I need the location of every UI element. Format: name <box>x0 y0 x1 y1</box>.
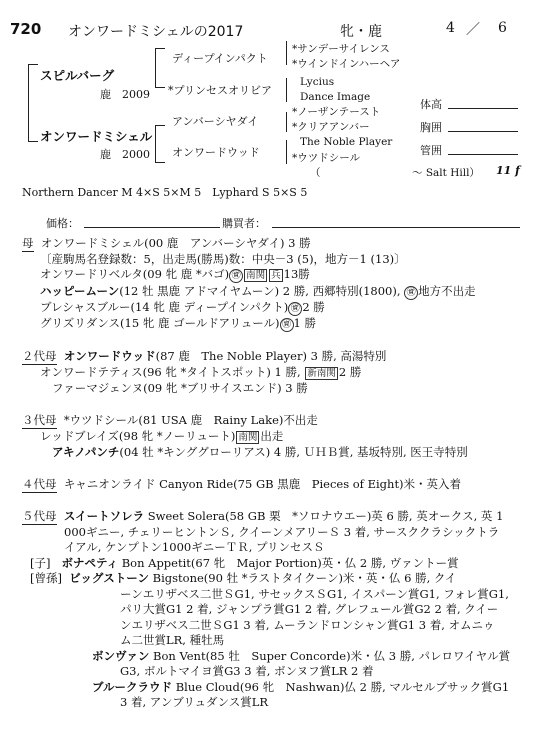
fifth-dam-section <box>22 509 510 711</box>
gg1-name: ビッグストーン <box>69 571 149 585</box>
third-dam-section <box>22 413 468 461</box>
sd2: Dance Image <box>300 91 371 103</box>
third-dam-label: ３代母 <box>22 413 57 427</box>
gg3-info: Blue Cloud(96 牝 Nashwan)仏 2 勝, マルセルブサック賞G1 <box>172 679 510 694</box>
dam-line6a: グリズリダンス(15 牝 鹿 ゴールドアリュール) <box>40 315 280 330</box>
dam-line4c: 地方不出走 <box>418 283 476 298</box>
fourth-dam-section <box>22 477 461 493</box>
family-number: 11 f <box>496 164 520 177</box>
fifth-dam-line2: 000ギニー, チェリーヒントンＳ, クイーンメアリーＳ 3 着, サースククラシックトラ <box>64 524 500 539</box>
pedigree-line <box>155 87 165 88</box>
pedigree-bracket-dam <box>155 125 156 163</box>
second-dam-label: ２代母 <box>22 349 57 363</box>
cannon-blank <box>448 154 518 155</box>
shin-nankan-badge: 新南関 <box>307 367 336 379</box>
dam-sire: アンバーシヤダイ <box>172 115 259 128</box>
fifth-dam-line1b: Sweet Solera(58 GB 栗 *ソロナウエー)英 6 勝, 英オークス, 英 1 <box>144 509 504 523</box>
ss2: *ウインドインハーヘア <box>292 58 401 70</box>
second-dam-name: オンワードウッド <box>63 349 156 363</box>
dam-label: 母 <box>22 236 34 250</box>
pedigree-line <box>28 141 38 142</box>
dd3-open: （ <box>310 167 321 179</box>
dd3: ～ Salt Hill） <box>412 167 480 179</box>
dam-line4b: (12 牡 黒鹿 アドマイヤムーン) 2 勝, 西郷特別(1800), <box>119 283 405 298</box>
third-dam-line1: *ウツドシール(81 USA 鹿 Rainy Lake)不出走 <box>63 413 318 427</box>
sire-name: スピルバーグ <box>40 68 115 83</box>
fifth-dam-label: ５代母 <box>22 509 57 523</box>
pedigree-bracket-g3 <box>286 140 287 164</box>
buyer-blank <box>272 227 520 228</box>
fifth-dam-line3: イアル, ケンプトン1000ギニーＴＲ, プリンセスＳ <box>64 540 325 554</box>
buyer-label: 購買者： <box>222 217 266 230</box>
dam-line4: ハッピームーン <box>40 283 120 298</box>
gg1-line4: ンエリザベス二世ＳG1 3 着, ムーランドロンシャン賞G1 3 着, オムニゥ <box>120 617 495 632</box>
jra-badge: ㊮ <box>288 302 302 316</box>
pedigree-bracket-g3 <box>286 78 287 102</box>
sd1: Lycius <box>300 76 335 88</box>
gg1-info: Bigstone(90 牡 *ラストタイクーン)米・英・仏 6 勝, クイ <box>149 571 457 585</box>
gg2-line2: G3, ボルトマイヨ賞G3 3 着, ボンヌフ賞LR 2 着 <box>120 664 374 678</box>
height-label: 体高 <box>420 98 442 111</box>
pedigree-line <box>155 125 165 126</box>
third-dam-line2c: 出走 <box>260 428 284 443</box>
gg1-line2: ーンエリザベス二世ＳG1, サセックスＳG1, イスパーン賞G1, フォレ賞G1, <box>120 586 509 601</box>
second-dam-line3: ファーマジェンヌ(09 牝 *ブリサイスエンド) 3 勝 <box>52 381 308 395</box>
second-dam-section <box>22 349 386 397</box>
pedigree-bracket-g3 <box>286 41 287 65</box>
fifth-dam-name: スイートソレラ <box>63 509 145 523</box>
dam-line5b: 2 勝 <box>302 299 325 314</box>
fourth-dam-label: ４代母 <box>22 477 57 491</box>
date-separator: ／ <box>466 22 480 38</box>
gg2-info: Bon Vent(85 牡 Super Concorde)米・仏 3 勝, パレロワイヤル賞 <box>149 648 511 663</box>
dam-line6b: 1 勝 <box>293 315 316 330</box>
third-dam-line3a: アキノパンチ <box>52 445 120 459</box>
sire-info: 鹿 2009 <box>100 88 150 101</box>
sire-dam: *プリンセスオリビア <box>168 84 273 97</box>
dd1: The Noble Player <box>300 136 393 148</box>
price-blank <box>84 227 220 228</box>
birth-day: 6 <box>498 20 507 36</box>
ds1: *ノーザンテースト <box>292 106 381 118</box>
dam-line3b: 13勝 <box>283 267 310 281</box>
pedigree-line <box>155 48 165 49</box>
ds2: *クリアアンバー <box>292 121 370 133</box>
fourth-dam-line1: キャニオンライド Canyon Ride(75 GB 黒鹿 Pieces of Eight)米・英入着 <box>63 477 462 491</box>
gg3-name: ブルークラウド <box>92 679 173 694</box>
dam-line2: 〔産駒馬名登録数：5，出走馬(勝馬)数：中央－3 (5)，地方－1 (13)〕 <box>40 251 406 266</box>
pedigree-bracket-main <box>28 64 29 142</box>
nankan-badge: 南関 <box>238 431 258 443</box>
child-info: Bon Appetit(67 牝 Major Portion)英・仏 2 勝, ヴァントー賞 <box>118 555 459 570</box>
gg1-line3: パリ大賞G1 2 着, ジャンプラ賞G1 2 着, グレフュール賞G2 2 着, クイー <box>120 602 499 616</box>
great-grandchild-tag: [曾孫] <box>30 571 62 585</box>
second-dam-line1b: (87 鹿 The Noble Player) 3 勝, 高湯特別 <box>155 349 387 363</box>
dam-name: オンワードミシェル <box>40 129 153 144</box>
dam-line1: オンワードミシェル(00 鹿 アンバーシヤダイ) 3 勝 <box>40 236 311 250</box>
inbreeding: Northern Dancer M 4×S 5×M 5 Lyphard S 5×S 5 <box>22 186 308 199</box>
birth-month: 4 <box>446 20 455 36</box>
sex-color: 牝・鹿 <box>340 24 382 40</box>
jra-badge: ㊮ <box>404 286 418 300</box>
chest-label: 胸囲 <box>420 121 442 134</box>
child-tag: [子] <box>30 555 51 570</box>
gg1-line5: ム二世賞LR, 種牡馬 <box>120 633 225 647</box>
third-dam-line3b: (04 牡 *キンググローリアス) 4 勝, ＵＨＢ賞, 基坂特別, 医王寺特別 <box>119 445 468 459</box>
pedigree-bracket-g3 <box>286 112 287 132</box>
nankan-badge: 南関 <box>246 270 266 281</box>
pedigree-bracket-sire <box>155 48 156 88</box>
third-dam-line2a: レッドブレイズ(98 牝 *ノーリュート) <box>40 428 236 443</box>
dam-line5a: ブレシャスブルー(14 牝 鹿 ディープインパクト) <box>40 299 289 314</box>
child-name: ボナペティ <box>61 555 119 570</box>
price-label: 価格： <box>46 217 79 230</box>
gg2-name: ボンヴァン <box>92 648 150 663</box>
lot-number: 720 <box>10 20 42 38</box>
pedigree-line <box>28 64 38 65</box>
dam-info: 鹿 2000 <box>100 148 150 161</box>
pedigree-line <box>155 162 165 163</box>
second-dam-line2a: オンワードテティス(96 牝 *タイトスポット) 1 勝, <box>40 364 305 379</box>
dam-line3a: オンワードリベルタ(09 牝 鹿 *バゴ) <box>40 267 230 281</box>
jra-badge: ㊮ <box>280 318 294 332</box>
chest-blank <box>448 131 518 132</box>
sire-sire: ディープインパクト <box>172 52 268 65</box>
dd2: *ウツドシール <box>292 152 361 164</box>
second-dam-line2c: 2 勝 <box>338 364 362 379</box>
dam-dam: オンワードウッド <box>172 146 260 159</box>
horse-title: オンワードミシェルの2017 <box>68 24 244 40</box>
jra-badge: ㊮ <box>229 269 243 283</box>
height-blank <box>448 108 518 109</box>
ho-badge: 兵 <box>271 270 281 281</box>
cannon-label: 管囲 <box>420 144 442 157</box>
dam-section <box>22 236 476 332</box>
gg3-line2: 3 着, アンブリュダンス賞LR <box>120 695 269 709</box>
ss1: *サンデーサイレンス <box>292 43 390 55</box>
